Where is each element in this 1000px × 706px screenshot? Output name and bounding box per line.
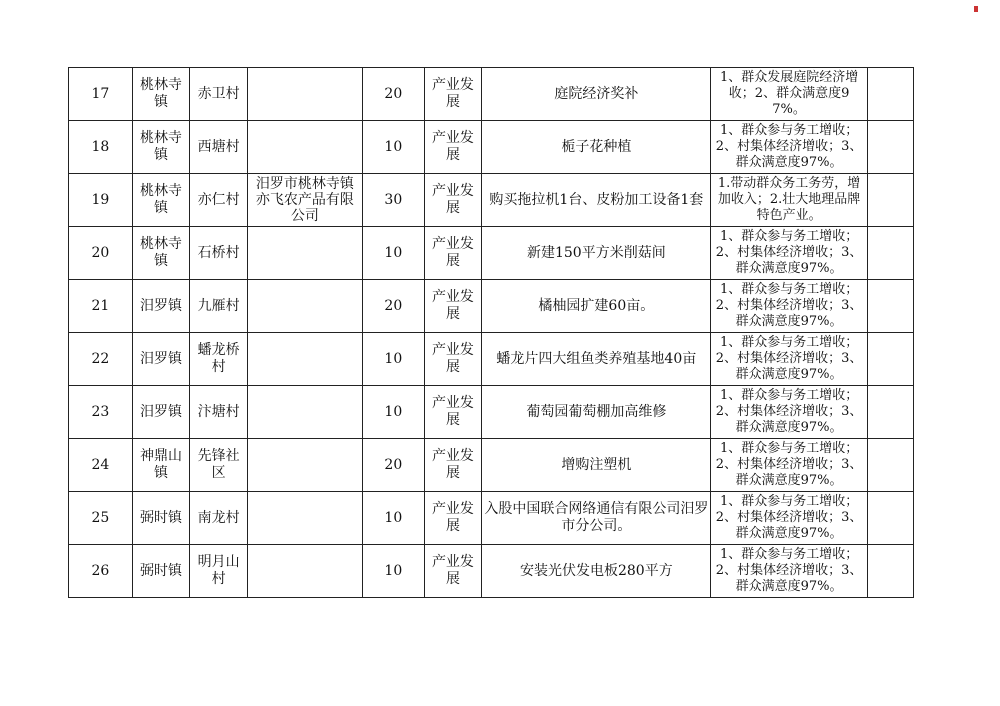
cell-remark xyxy=(867,280,913,333)
table-row xyxy=(69,545,914,598)
cell-company xyxy=(247,492,362,545)
table-row xyxy=(69,280,914,333)
cell-village: 亦仁村 xyxy=(190,174,248,227)
cell-amount: 10 xyxy=(362,386,424,439)
cell-amount: 30 xyxy=(362,174,424,227)
cell-project-type: 产业发展 xyxy=(424,492,482,545)
cell-village: 石桥村 xyxy=(190,227,248,280)
cell-number: 24 xyxy=(69,439,133,492)
cell-amount: 20 xyxy=(362,280,424,333)
cell-number: 21 xyxy=(69,280,133,333)
cell-remark xyxy=(867,68,913,121)
cell-town: 汨罗镇 xyxy=(132,280,190,333)
cell-project-content: 葡萄园葡萄棚加高维修 xyxy=(482,386,711,439)
cell-amount: 10 xyxy=(362,121,424,174)
cell-amount: 10 xyxy=(362,333,424,386)
cell-amount: 10 xyxy=(362,492,424,545)
cell-project-type: 产业发展 xyxy=(424,121,482,174)
cell-town: 桃林寺镇 xyxy=(132,174,190,227)
cell-project-type: 产业发展 xyxy=(424,227,482,280)
table-row xyxy=(69,227,914,280)
cell-village: 九雁村 xyxy=(190,280,248,333)
cell-benefit: 1、群众参与务工增收；2、村集体经济增收；3、群众满意度97%。 xyxy=(711,492,867,545)
table-row xyxy=(69,333,914,386)
cell-amount: 20 xyxy=(362,68,424,121)
cell-project-type: 产业发展 xyxy=(424,174,482,227)
cell-village: 明月山村 xyxy=(190,545,248,598)
table-row xyxy=(69,174,914,227)
cell-amount: 20 xyxy=(362,439,424,492)
cell-project-type: 产业发展 xyxy=(424,333,482,386)
cell-remark xyxy=(867,386,913,439)
cell-village: 汴塘村 xyxy=(190,386,248,439)
cell-remark xyxy=(867,545,913,598)
cell-benefit: 1、群众参与务工增收；2、村集体经济增收；3、群众满意度97%。 xyxy=(711,121,867,174)
cell-village: 西塘村 xyxy=(190,121,248,174)
cell-town: 桃林寺镇 xyxy=(132,68,190,121)
cell-number: 17 xyxy=(69,68,133,121)
cell-project-type: 产业发展 xyxy=(424,545,482,598)
cell-remark xyxy=(867,121,913,174)
cell-benefit: 1、群众参与务工增收；2、村集体经济增收；3、群众满意度97%。 xyxy=(711,545,867,598)
cell-number: 20 xyxy=(69,227,133,280)
cell-number: 19 xyxy=(69,174,133,227)
cell-company xyxy=(247,227,362,280)
cell-project-type: 产业发展 xyxy=(424,386,482,439)
table-row xyxy=(69,121,914,174)
cell-company xyxy=(247,280,362,333)
cell-project-content: 安装光伏发电板280平方 xyxy=(482,545,711,598)
cell-number: 25 xyxy=(69,492,133,545)
cell-remark xyxy=(867,174,913,227)
cell-amount: 10 xyxy=(362,545,424,598)
cell-village: 南龙村 xyxy=(190,492,248,545)
cell-benefit: 1、群众参与务工增收；2、村集体经济增收；3、群众满意度97%。 xyxy=(711,227,867,280)
scan-artifact-mark xyxy=(974,6,978,12)
cell-benefit: 1、群众发展庭院经济增收；2、群众满意度97%。 xyxy=(711,68,867,121)
cell-number: 26 xyxy=(69,545,133,598)
project-table-wrapper xyxy=(68,67,914,598)
cell-benefit: 1、群众参与务工增收；2、村集体经济增收；3、群众满意度97%。 xyxy=(711,280,867,333)
cell-company xyxy=(247,386,362,439)
table-row xyxy=(69,386,914,439)
table-row xyxy=(69,439,914,492)
table-row xyxy=(69,492,914,545)
cell-project-content: 购买拖拉机1台、皮粉加工设备1套 xyxy=(482,174,711,227)
cell-village: 赤卫村 xyxy=(190,68,248,121)
cell-amount: 10 xyxy=(362,227,424,280)
project-table-body xyxy=(69,68,914,598)
cell-remark xyxy=(867,439,913,492)
cell-project-content: 增购注塑机 xyxy=(482,439,711,492)
cell-company xyxy=(247,333,362,386)
cell-project-content: 蟠龙片四大组鱼类养殖基地40亩 xyxy=(482,333,711,386)
project-table xyxy=(68,67,914,598)
cell-town: 桃林寺镇 xyxy=(132,227,190,280)
cell-town: 神鼎山镇 xyxy=(132,439,190,492)
cell-village: 先锋社区 xyxy=(190,439,248,492)
cell-company: 汨罗市桃林寺镇亦飞农产品有限公司 xyxy=(247,174,362,227)
table-row xyxy=(69,68,914,121)
cell-project-type: 产业发展 xyxy=(424,68,482,121)
cell-town: 弼时镇 xyxy=(132,492,190,545)
cell-project-type: 产业发展 xyxy=(424,439,482,492)
cell-town: 汨罗镇 xyxy=(132,333,190,386)
cell-company xyxy=(247,68,362,121)
cell-project-content: 栀子花种植 xyxy=(482,121,711,174)
cell-company xyxy=(247,121,362,174)
cell-project-content: 入股中国联合网络通信有限公司汨罗市分公司。 xyxy=(482,492,711,545)
cell-remark xyxy=(867,333,913,386)
cell-remark xyxy=(867,227,913,280)
cell-number: 23 xyxy=(69,386,133,439)
cell-benefit: 1.带动群众务工务劳，增加收入；2.壮大地理品牌特色产业。 xyxy=(711,174,867,227)
cell-company xyxy=(247,439,362,492)
cell-town: 桃林寺镇 xyxy=(132,121,190,174)
cell-project-type: 产业发展 xyxy=(424,280,482,333)
cell-remark xyxy=(867,492,913,545)
cell-benefit: 1、群众参与务工增收；2、村集体经济增收；3、群众满意度97%。 xyxy=(711,386,867,439)
cell-benefit: 1、群众参与务工增收；2、村集体经济增收；3、群众满意度97%。 xyxy=(711,333,867,386)
cell-project-content: 新建150平方米削菇间 xyxy=(482,227,711,280)
cell-village: 蟠龙桥村 xyxy=(190,333,248,386)
cell-number: 22 xyxy=(69,333,133,386)
cell-benefit: 1、群众参与务工增收；2、村集体经济增收；3、群众满意度97%。 xyxy=(711,439,867,492)
cell-town: 汨罗镇 xyxy=(132,386,190,439)
cell-town: 弼时镇 xyxy=(132,545,190,598)
cell-company xyxy=(247,545,362,598)
cell-number: 18 xyxy=(69,121,133,174)
cell-project-content: 庭院经济奖补 xyxy=(482,68,711,121)
cell-project-content: 橘柚园扩建60亩。 xyxy=(482,280,711,333)
